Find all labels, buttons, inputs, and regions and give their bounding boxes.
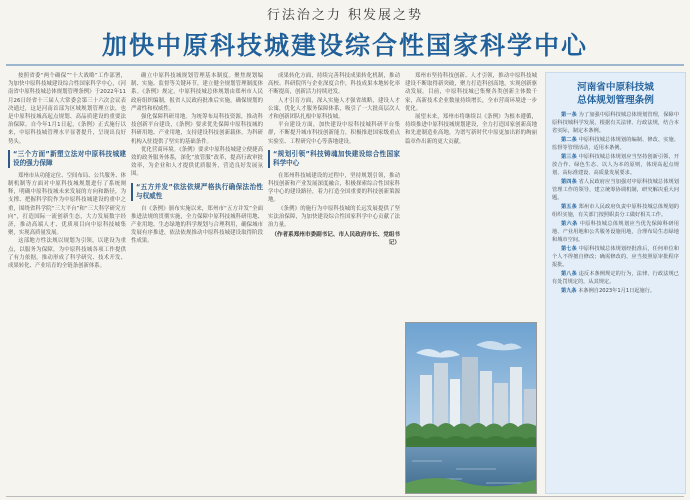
regulation-article: 第一条 为了加强中原科技城总体规划管理，保障中原科技城科学发展，根据有关法律、行政法规，结合本省实际，制定本条例。	[552, 112, 679, 134]
regulation-article: 第二条 中原科技城总体规划的编制、修改、实施、监督等管理活动，适用本条例。	[552, 137, 679, 151]
article-kicker: 行法治之力 积发展之势	[266, 8, 424, 23]
regulation-article: 第四条 省人民政府应当加强对中原科技城总体规划管理工作的领导，建立统筹协调机制，研究解决重大问题。	[552, 179, 679, 201]
sidebar-title-line-1: 河南省中原科技城	[577, 82, 654, 93]
regulation-article: 第九条 本条例自2023年1月1日起施行。	[561, 288, 656, 294]
regulation-article: 第七条 中原科技城总体规划经批准后，任何单位和个人不得擅自修改；确需修改的，应当按照原审批程序报批。	[552, 246, 679, 268]
skyline-illustration	[406, 323, 537, 494]
article-headline: 加快中原科技城建设综合性国家科学中心	[101, 31, 588, 60]
body-paragraph: 平台建设方面，加快建设中原科技城科研平台集群，不断提升城市科技创新能力，积极推进国家级重点实验室、工程研究中心等落地建设。	[268, 122, 400, 145]
sidebar-body	[546, 107, 685, 295]
article-column-1	[8, 72, 126, 492]
regulation-article: 第六条 中原科技城总体规划应当优先保障科研用地、产业用地和公共服务设施用地，合理布局生态绿地和城市空间。	[552, 221, 679, 243]
sidebar-title-line-2: 总体规划管理条例	[577, 95, 654, 106]
section-subheading: “三个方面”新塑立法对中原科技城建设的强力保障	[8, 150, 126, 168]
body-paragraph: 按照省委“两个确保”“十大战略”工作部署，为加快中原科技城建设综合性国家科学中心，《河南省中原科技城总体规划管理条例》于2022年11月26日经省十三届人大常委会第三十六次会议表决通过，这是河南首部为区域规划管理立法，也是中原科技城高起点规划、高品质建设的重要法治保障。自今年1月1日起，《条例》正式施行以来，中原科技城管理水平显著提升，呈现出良好势头。	[8, 73, 126, 145]
body-paragraph: 自《条例》颁布实施以来，郑州市“五方并发”全面推进法规的贯彻实施，全力保障中原科技城科研用地、产业用地、生态绿地的科学规划与合理利用，确保城市发展有序推进，依法依规推动中原科技城建设取得阶段性成果。	[131, 205, 263, 245]
city-skyline-photo	[405, 322, 537, 494]
body-paragraph: 《条例》的施行为中原科技城的长远发展提供了坚实法治保障，为加快建设综合性国家科学中心贡献了法治力量。	[268, 205, 400, 229]
article-column-4	[405, 72, 537, 322]
body-paragraph: 郑州市从功能定位、空间布局、公共服务、体制机制等方面对中原科技城规划进行了系统阐释，明确中原科技城未来发展的方向和路径，为支撑、把握科学院作为中原科技城建设的重中之重，围绕省科学院“三大平台”和“三大科学研究方向”，打造国际一流创新生态，大力发展数字经济，推动高端人才、优质项目向中原科技城集聚，实现高质量发展。	[8, 172, 126, 237]
page-bottom-rule	[6, 496, 684, 497]
body-paragraph: 成果转化方面，持续完善科技成果转化机制，推动高校、科研院所与企业深度合作，科技成果本地转化率不断提高，创新活力持续迸发。	[268, 73, 400, 96]
section-subheading: “五方并发”依法依规严格执行确保法治性与权威性	[131, 183, 263, 201]
article-column-3	[268, 72, 400, 486]
author-byline: （作者系郑州市委副书记、市人民政府市长、党组书记）	[271, 232, 400, 247]
body-paragraph: 郑州市坚持科技创新、人才引领，推动中原科技城建设不断取得新突破，聚力打造科创高地，实现创新驱动发展。目前，中原科技城已集聚各类创新主体数千家，高新技术企业数量持续增长，全市营商环境进一步优化。	[405, 73, 537, 112]
article-column-2	[131, 72, 263, 492]
body-paragraph: 确立中原科技城规划管理基本制度。聚焦规划编制、实施、监督等关键环节，建立健全规划管理制度体系。《条例》规定，中原科技城总体规划由郑州市人民政府组织编制，报省人民政府批准后实施，确保规划的严肃性和权威性。	[131, 73, 263, 112]
body-paragraph: 这部地方性法规以规划为引领，以建设为重点，以服务为保障，为中原科技城各项工作提供了有力依据，推动形成了科学研究、技术开发、成果转化、产业培育的全链条创新体系。	[8, 238, 126, 270]
body-paragraph: 在郑州科技城建设的过程中，坚持规划引领，推动科技创新和产业发展深度融合，积极探索综合性国家科学中心的建设路径，着力打造全国重要的科技创新策源地。	[268, 172, 400, 204]
regulation-article: 第五条 郑州市人民政府负责中原科技城总体规划的组织实施，有关部门按照职责分工做好相关工作。	[552, 204, 679, 218]
section-subheading: “规划引领”科技铸魂加快建设综合性国家科学中心	[268, 150, 400, 168]
headline-divider	[6, 64, 684, 66]
regulation-article: 第三条 中原科技城总体规划应当坚持创新引领、开放合作、绿色生态、以人为本的原则，体现高起点规划、高标准建设、高质量发展要求。	[552, 154, 679, 176]
body-paragraph: 人才引育方面，深入实施人才强省战略，建设人才公寓，优化人才服务保障体系，吸引了一大批高层次人才和创新团队扎根中原科技城。	[268, 97, 400, 121]
regulation-sidebar	[545, 72, 686, 494]
body-paragraph: 强化保障科研用地。为统筹布局科技资源，推动科技创新平台建设，《条例》要求优先保障中原科技城的科研用地、产业用地，支持建设科技创新载体，为科研机构入驻提供了坚实的基础条件。	[131, 114, 263, 145]
regulation-article: 第八条 违反本条例规定的行为，法律、行政法规已有处罚规定的，从其规定。	[552, 271, 679, 285]
body-paragraph: 优化营商环境。《条例》要求中原科技城建立便捷高效的政务服务体系，深化“放管服”改革，提高行政审批效率，为企业和人才提供优质服务，营造良好发展氛围。	[131, 146, 263, 178]
body-paragraph: 展望未来，郑州市将继续以《条例》为根本遵循，持续推进中原科技城规划建设，全力打造国家创新高地和先进制造业高地，为谱写新时代中原更加出彩的绚丽篇章作出新的更大贡献。	[405, 114, 537, 145]
